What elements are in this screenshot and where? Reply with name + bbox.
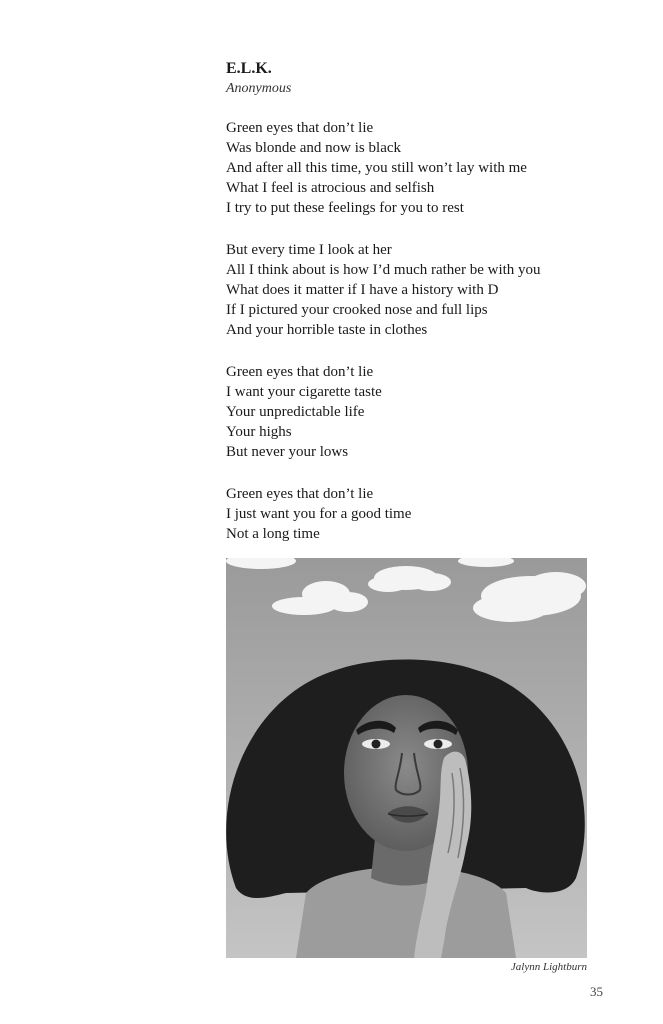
page-number: 35 bbox=[590, 984, 603, 999]
artwork-caption: Jalynn Lightburn bbox=[510, 961, 587, 973]
poem-line: I just want you for a good time bbox=[226, 506, 412, 522]
poem-line: Your highs bbox=[226, 424, 292, 440]
poem-line: What does it matter if I have a history with D bbox=[226, 282, 499, 298]
poem-line: Your unpredictable life bbox=[226, 404, 365, 420]
poem-line: Green eyes that don’t lie bbox=[226, 120, 374, 136]
poem-line: I want your cigarette taste bbox=[226, 384, 382, 400]
poem-line: What I feel is atrocious and selfish bbox=[226, 180, 435, 196]
poem-line: I try to put these feelings for you to rest bbox=[226, 200, 464, 216]
stanza-2 bbox=[226, 240, 626, 340]
poem-line: Was blonde and now is black bbox=[226, 140, 402, 156]
poem-line: Not a long time bbox=[226, 526, 320, 542]
stanza-4 bbox=[226, 484, 626, 544]
poem bbox=[226, 58, 626, 544]
poem-line: And after all this time, you still won’t lay with me bbox=[226, 160, 527, 176]
poem-line: Green eyes that don’t lie bbox=[226, 486, 374, 502]
poem-author: Anonymous bbox=[226, 81, 292, 96]
poem-line: And your horrible taste in clothes bbox=[226, 322, 428, 338]
poem-title: E.L.K. bbox=[226, 60, 272, 77]
portrait-painting bbox=[226, 558, 587, 958]
poem-line: If I pictured your crooked nose and full lips bbox=[226, 302, 488, 318]
poem-line: Green eyes that don’t lie bbox=[226, 364, 374, 380]
poem-line: But never your lows bbox=[226, 444, 349, 460]
poem-line: But every time I look at her bbox=[226, 242, 392, 258]
poem-line: All I think about is how I’d much rather be with you bbox=[226, 262, 541, 278]
stanza-3 bbox=[226, 362, 626, 462]
stanza-1 bbox=[226, 118, 626, 218]
